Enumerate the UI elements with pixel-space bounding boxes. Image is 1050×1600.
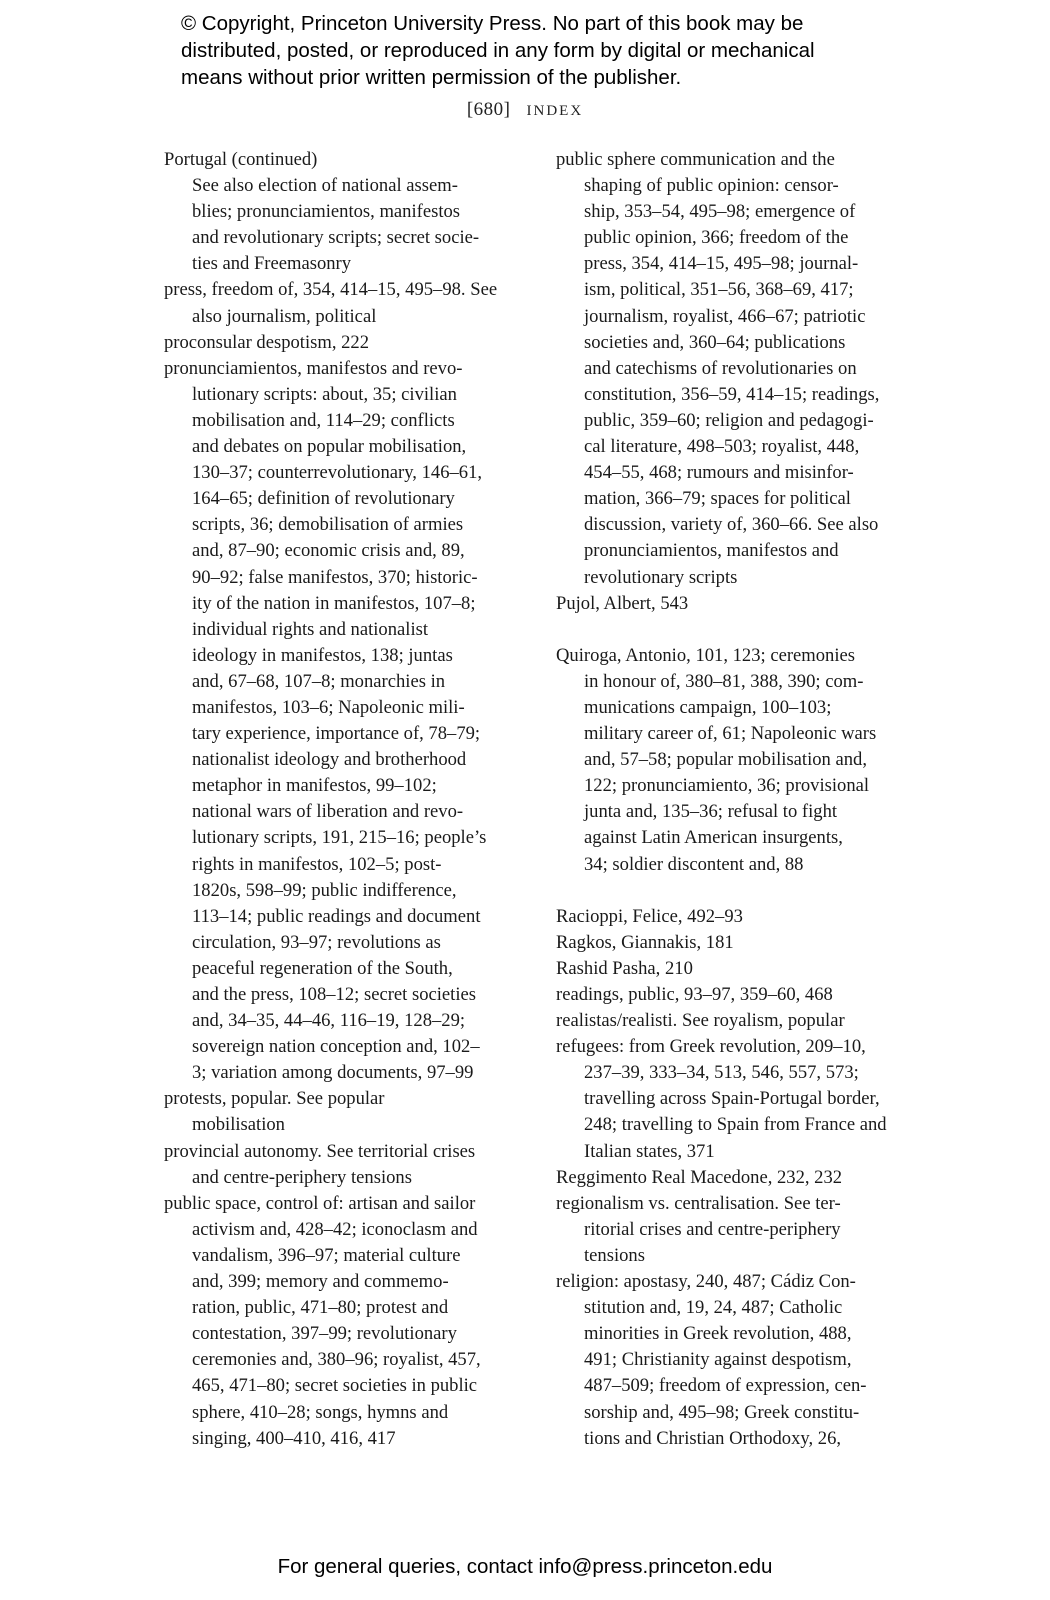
index-entry-continuation-line: ceremonies and, 380–96; royalist, 457, — [192, 1349, 481, 1371]
index-entry-continuation-line: circulation, 93–97; revolutions as — [192, 931, 441, 953]
index-entry-continuation-line: manifestos, 103–6; Napoleonic mili- — [192, 696, 465, 718]
running-head — [0, 99, 1050, 121]
index-entry-continuation-line: scripts, 36; demobilisation of armies — [192, 514, 464, 536]
index-column-left — [164, 147, 536, 1452]
index-entry — [556, 1034, 916, 1164]
index-entry-continuation-line: ritorial crises and centre-periphery — [584, 1218, 841, 1240]
index-entry-continuation-line: 454–55, 468; rumours and misinfor- — [584, 462, 854, 484]
index-entry-continuation-line: ism, political, 351–56, 368–69, 417; — [584, 279, 854, 301]
index-entry-heading-line: proconsular despotism, 222 — [164, 331, 370, 353]
index-entry-continuation-line: 465, 471–80; secret societies in public — [192, 1375, 478, 1397]
index-entry-continuation-line: mation, 366–79; spaces for political — [584, 488, 851, 510]
index-entry — [556, 904, 916, 930]
index-entry-continuation-line: pronunciamientos, manifestos and — [584, 540, 839, 562]
index-entry-continuation-line: junta and, 135–36; refusal to fight — [584, 801, 838, 823]
index-entry-heading-line: public space, control of: artisan and sailor — [164, 1192, 476, 1214]
index-entry-heading-line: Portugal (continued) — [164, 149, 318, 170]
index-entry-continuation-line: against Latin American insurgents, — [584, 827, 843, 849]
index-entry-continuation-line: peaceful regeneration of the South, — [192, 957, 453, 979]
index-entry — [556, 591, 916, 617]
index-entry-continuation-line: 491; Christianity against despotism, — [584, 1349, 852, 1371]
index-entry-heading-line: realistas/realisti. See royalism, popular — [556, 1010, 845, 1032]
index-entry — [164, 147, 536, 173]
index-entry — [556, 982, 916, 1008]
index-entry-continuation-line: public opinion, 366; freedom of the — [584, 227, 849, 249]
index-entry-continuation-line: ration, public, 471–80; protest and — [192, 1297, 449, 1319]
index-entry-continuation-line: ity of the nation in manifestos, 107–8; — [192, 592, 476, 614]
index-entry-continuation-line: national wars of liberation and revo- — [192, 801, 464, 823]
index-entry-heading-line: pronunciamientos, manifestos and revo- — [164, 357, 463, 379]
index-entry-continuation-line: 34; soldier discontent and, 88 — [584, 853, 804, 875]
index-entry-continuation-line: 237–39, 333–34, 513, 546, 557, 573; — [584, 1062, 859, 1084]
index-entry-continuation-line: rights in manifestos, 102–5; post- — [192, 853, 442, 875]
index-entry-heading-line: readings, public, 93–97, 359–60, 468 — [556, 984, 833, 1005]
index-entry-continuation-line: munications campaign, 100–103; — [584, 696, 832, 718]
index-entry-continuation-line: 1820s, 598–99; public indifference, — [192, 879, 457, 901]
index-entry-continuation-line: and revolutionary scripts; secret socie- — [192, 227, 480, 249]
index-entry-heading-line: public sphere communication and the — [556, 149, 835, 170]
index-entry-continuation-line: also journalism, political — [192, 305, 377, 327]
index-entry-continuation-line: lutionary scripts: about, 35; civilian — [192, 383, 457, 405]
index-entry-continuation-line: and, 399; memory and commemo- — [192, 1271, 449, 1293]
index-entry-continuation-line: ship, 353–54, 495–98; emergence of — [584, 201, 856, 223]
index-entry — [556, 1008, 916, 1034]
index-entry-heading-line: Reggimento Real Macedone, 232, 232 — [556, 1166, 843, 1188]
index-entry-continuation-line: tensions — [584, 1244, 645, 1266]
index-entry-heading-line: Racioppi, Felice, 492–93 — [556, 905, 743, 927]
index-entry — [556, 1191, 916, 1269]
index-entry-heading-line: refugees: from Greek revolution, 209–10, — [556, 1036, 866, 1058]
index-entry-continuation-line: minorities in Greek revolution, 488, — [584, 1323, 852, 1345]
index-entry-heading-line: press, freedom of, 354, 414–15, 495–98. See — [164, 279, 498, 301]
index-entry-continuation-line: 248; travelling to Spain from France and — [584, 1114, 887, 1136]
index-entry-continuation-line: shaping of public opinion: censor- — [584, 175, 839, 197]
index-entry-continuation-line: mobilisation and, 114–29; conflicts — [192, 409, 455, 431]
index-entry-continuation-line: discussion, variety of, 360–66. See also — [584, 514, 879, 536]
index-entry-continuation-line: contestation, 397–99; revolutionary — [192, 1323, 457, 1345]
index-entry-continuation-line: vandalism, 396–97; material culture — [192, 1244, 461, 1266]
index-entry-heading-line: Quiroga, Antonio, 101, 123; ceremonies — [556, 644, 855, 666]
index-entry-continuation-line: ties and Freemasonry — [192, 253, 352, 275]
index-entry-continuation-line: and the press, 108–12; secret societies — [192, 984, 476, 1005]
index-entry — [556, 1165, 916, 1191]
index-entry-continuation-line: singing, 400–410, 416, 417 — [192, 1427, 396, 1449]
index-entry-continuation-line: tary experience, importance of, 78–79; — [192, 723, 481, 745]
copyright-line: distributed, posted, or reproduced in any form by digital or mechanical — [181, 39, 815, 62]
copyright-notice — [181, 10, 901, 91]
index-entry-continuation-line: 113–14; public readings and document — [192, 905, 481, 927]
index-entry-continuation-line: mobilisation — [192, 1114, 285, 1136]
index-entry — [556, 147, 916, 591]
entry-spacer — [556, 878, 916, 904]
index-entry-continuation-line: 122; pronunciamiento, 36; provisional — [584, 775, 870, 797]
index-entry-heading-line: protests, popular. See popular — [164, 1088, 385, 1110]
index-entry-continuation-line: nationalist ideology and brotherhood — [192, 749, 467, 771]
index-entry-continuation-line: public, 359–60; religion and pedagogi- — [584, 409, 874, 431]
index-entry — [164, 356, 536, 1087]
index-entry-continuation-line: societies and, 360–64; publications — [584, 331, 846, 353]
index-entry-continuation-line: and, 34–35, 44–46, 116–19, 128–29; — [192, 1010, 466, 1032]
index-entry — [556, 1269, 916, 1452]
index-entry-continuation-line: press, 354, 414–15, 495–98; journal- — [584, 253, 859, 275]
index-entry-continuation-line: sovereign nation conception and, 102– — [192, 1036, 480, 1058]
index-entry-continuation-line: lutionary scripts, 191, 215–16; people’s — [192, 827, 487, 849]
index-entry-continuation-line: and centre-periphery tensions — [192, 1166, 412, 1188]
footer-contact: For general queries, contact info@press.princeton.edu — [277, 1555, 773, 1578]
index-column-right — [556, 147, 916, 1452]
index-entry-continuation-line: metaphor in manifestos, 99–102; — [192, 775, 437, 797]
index-entry-continuation-line: 90–92; false manifestos, 370; historic- — [192, 566, 478, 588]
index-entry — [164, 330, 536, 356]
index-entry-continuation-line: blies; pronunciamientos, manifestos — [192, 201, 461, 223]
index-entry-continuation-line: and catechisms of revolutionaries on — [584, 357, 857, 379]
index-entry-continuation-line: activism and, 428–42; iconoclasm and — [192, 1218, 478, 1240]
index-entry-continuation-line: in honour of, 380–81, 388, 390; com- — [584, 670, 864, 692]
index-entry-continuation-line: sphere, 410–28; songs, hymns and — [192, 1401, 449, 1423]
copyright-line: © Copyright, Princeton University Press. No part of this book may be — [181, 12, 804, 35]
index-entry — [164, 1139, 536, 1191]
entry-spacer — [556, 617, 916, 643]
index-entry-continuation-line: and, 57–58; popular mobilisation and, — [584, 749, 868, 771]
index-entry — [556, 956, 916, 982]
index-entry-heading-line: regionalism vs. centralisation. See ter- — [556, 1192, 841, 1214]
index-entry-continuation-line: Italian states, 371 — [584, 1140, 715, 1162]
index-entry-heading-line: religion: apostasy, 240, 487; Cádiz Con- — [556, 1271, 856, 1293]
index-entry-continuation-line: journalism, royalist, 466–67; patriotic — [584, 305, 866, 327]
index-entry-continuation-line: stitution and, 19, 24, 487; Catholic — [584, 1297, 843, 1319]
index-entry-continuation-line: tions and Christian Orthodoxy, 26, — [584, 1427, 842, 1449]
index-entry-heading-line: provincial autonomy. See territorial crises — [164, 1140, 476, 1162]
index-entry-heading-line: Ragkos, Giannakis, 181 — [556, 931, 734, 953]
index-entry — [556, 930, 916, 956]
index-entry-continuation-line: 3; variation among documents, 97–99 — [192, 1062, 474, 1084]
index-entry-heading-line: Rashid Pasha, 210 — [556, 957, 693, 979]
running-head-label: INDEX — [526, 103, 584, 119]
index-entry — [556, 643, 916, 878]
index-entry — [164, 277, 536, 329]
index-entry-continuation-line: See also election of national assem- — [192, 175, 458, 197]
index-entry-continuation-line: and, 67–68, 107–8; monarchies in — [192, 670, 446, 692]
index-entry-continuation-line: individual rights and nationalist — [192, 618, 429, 640]
index-entry-continuation-line: sorship and, 495–98; Greek constitu- — [584, 1401, 860, 1423]
index-entry — [164, 1191, 536, 1452]
index-entry-continuation-line: cal literature, 498–503; royalist, 448, — [584, 436, 860, 458]
index-entry-continuation-line: military career of, 61; Napoleonic wars — [584, 723, 877, 745]
index-entry-continuation-line: and debates on popular mobilisation, — [192, 436, 467, 458]
index-entry-continuation-line: 130–37; counterrevolutionary, 146–61, — [192, 462, 483, 484]
index-entry — [164, 1086, 536, 1138]
index-entry-continuation-line: 164–65; definition of revolutionary — [192, 488, 455, 510]
index-entry-heading-line: Pujol, Albert, 543 — [556, 592, 689, 614]
page-number: [680] — [466, 99, 511, 120]
index-entry — [164, 173, 536, 277]
index-entry-continuation-line: and, 87–90; economic crisis and, 89, — [192, 540, 465, 562]
index-entry-continuation-line: revolutionary scripts — [584, 566, 738, 588]
index-entry-continuation-line: constitution, 356–59, 414–15; readings, — [584, 383, 880, 405]
index-entry-continuation-line: travelling across Spain-Portugal border, — [584, 1088, 880, 1110]
index-entry-continuation-line: ideology in manifestos, 138; juntas — [192, 644, 453, 666]
copyright-line: means without prior written permission of the publisher. — [181, 66, 682, 89]
index-entry-continuation-line: 487–509; freedom of expression, cen- — [584, 1375, 867, 1397]
